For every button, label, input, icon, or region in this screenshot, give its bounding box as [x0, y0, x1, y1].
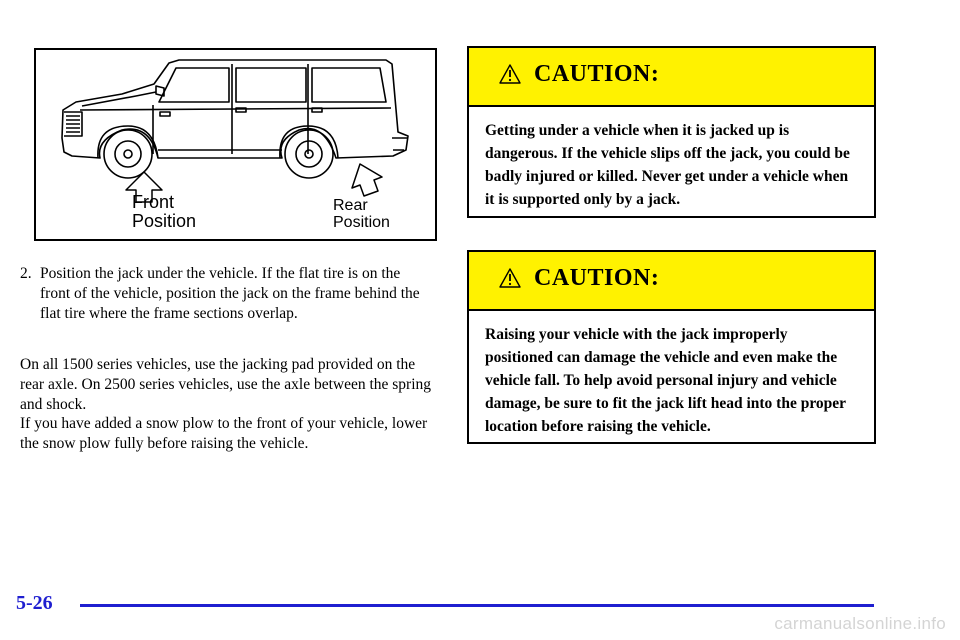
watermark: carmanualsonline.info — [774, 614, 946, 633]
page-number: 5-26 — [16, 592, 53, 614]
paragraph-jacking-pad: On all 1500 series vehicles, use the jacking pad provided on the rear axle. On 2500 series vehicles, use the axle between the spring and shock. — [20, 356, 432, 413]
warning-triangle-icon — [499, 64, 521, 84]
caution-body: Getting under a vehicle when it is jacked up is dangerous. If the vehicle slips off the jack, you could be badly injured or killed. Never get under a vehicle when it is supported only by a jack. — [485, 122, 850, 208]
caution-header — [469, 252, 874, 311]
step-text: Position the jack under the vehicle. If the flat tire is on the front of the vehicle, position the jack on the frame behind the flat tire where the frame sections overlap. — [40, 265, 420, 322]
caution-title: CAUTION: — [534, 265, 660, 291]
caution-box-under-vehicle — [467, 46, 876, 218]
caution-body: Raising your vehicle with the jack improperly positioned can damage the vehicle and even make the vehicle fall. To help avoid personal injury and vehicle damage, be sure to fit the jack lift head into the proper location before raising the vehicle. — [485, 326, 846, 435]
caution-header — [469, 48, 874, 107]
rear-position-label: Rear Position — [333, 197, 390, 232]
caution-title: CAUTION: — [534, 61, 660, 87]
warning-triangle-icon — [499, 268, 521, 288]
vehicle-jack-position-illustration — [34, 48, 437, 241]
caution-box-jack-position — [467, 250, 876, 444]
footer-divider — [80, 604, 874, 607]
front-position-label: Front Position — [132, 192, 197, 232]
paragraph-snow-plow: If you have added a snow plow to the front of your vehicle, lower the snow plow fully before raising the vehicle. — [20, 415, 428, 452]
rear-position-arrow-icon — [352, 164, 382, 196]
step-number: 2. — [20, 265, 32, 282]
step-2 — [20, 264, 440, 324]
